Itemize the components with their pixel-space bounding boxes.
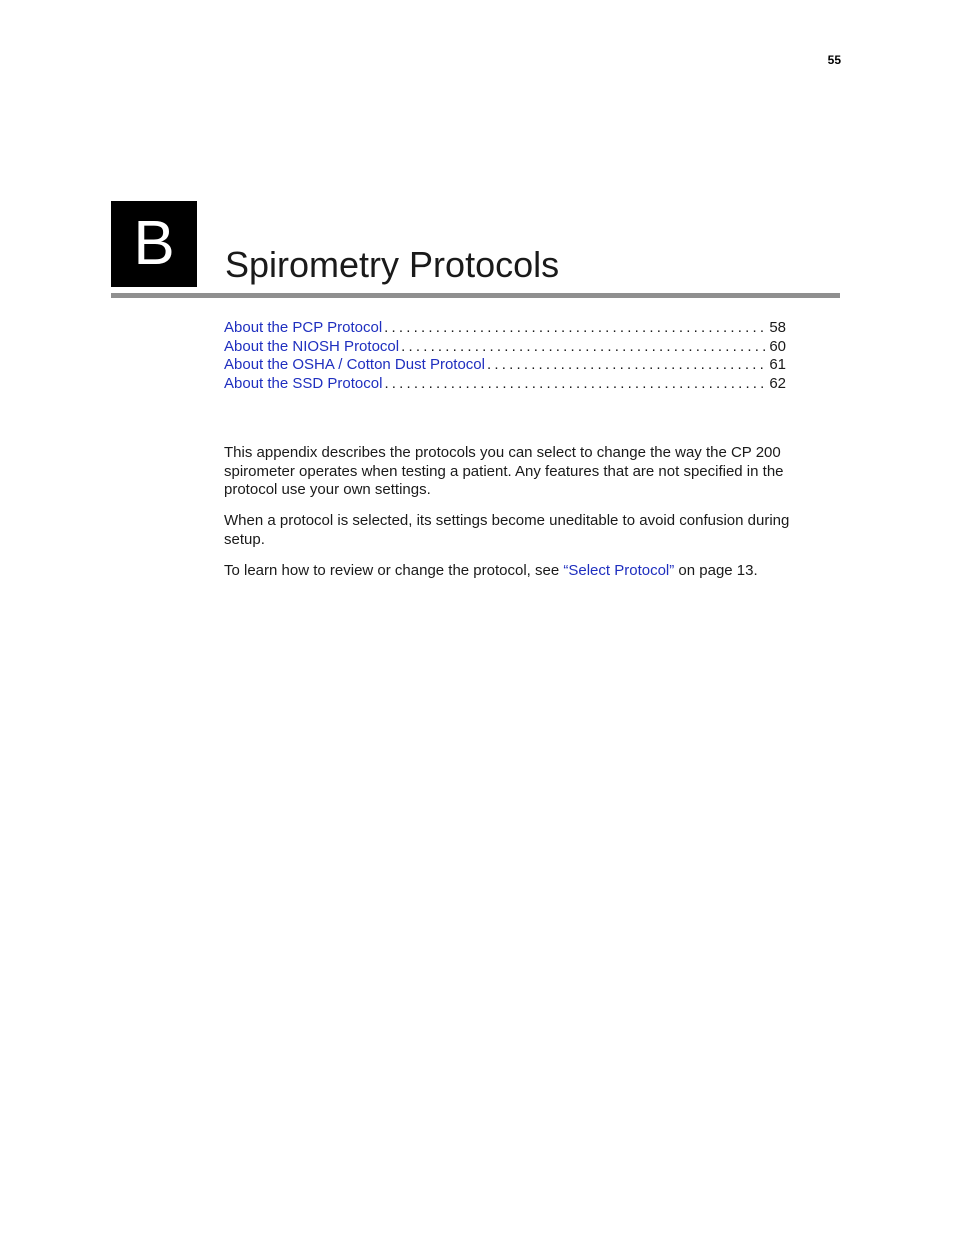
toc-leader-dots <box>384 375 767 394</box>
toc-link-ssd-protocol[interactable]: About the SSD Protocol <box>224 375 383 393</box>
body-text <box>224 444 824 593</box>
cross-reference-paragraph <box>224 562 824 581</box>
uneditable-note-paragraph: When a protocol is selected, its settings become uneditable to avoid confusion during setup. <box>224 512 790 548</box>
page-number: 55 <box>827 53 841 67</box>
toc-link-osha-cotton-dust-protocol[interactable]: About the OSHA / Cotton Dust Protocol <box>224 356 485 374</box>
toc-entry-osha <box>224 356 786 375</box>
chapter-title: Spirometry Protocols <box>225 244 560 285</box>
toc-leader-dots <box>384 319 767 338</box>
toc-page-number: 61 <box>769 356 786 374</box>
toc-entry-pcp <box>224 319 786 338</box>
toc-leader-dots <box>487 356 767 375</box>
intro-paragraph: This appendix describes the protocols you can select to change the way the CP 200 spirometer operates when testing a patient. Any features that are not specified in the protocol use your own settings. <box>224 444 784 499</box>
toc-page-number: 62 <box>769 375 786 393</box>
toc-page-number: 58 <box>769 319 786 336</box>
toc-entry-niosh <box>224 338 786 357</box>
toc-entry-ssd <box>224 375 786 394</box>
xref-prefix-text: To learn how to review or change the protocol, see <box>224 561 564 579</box>
toc-leader-dots <box>401 338 767 357</box>
table-of-contents <box>224 319 786 394</box>
select-protocol-link[interactable]: “Select Protocol” <box>563 561 675 579</box>
xref-suffix-text: on page 13. <box>674 561 758 579</box>
toc-link-niosh-protocol[interactable]: About the NIOSH Protocol <box>224 337 400 355</box>
toc-link-pcp-protocol[interactable]: About the PCP Protocol <box>224 319 383 336</box>
chapter-letter-badge: B <box>111 201 197 287</box>
title-divider <box>111 293 840 298</box>
toc-page-number: 60 <box>769 337 786 355</box>
